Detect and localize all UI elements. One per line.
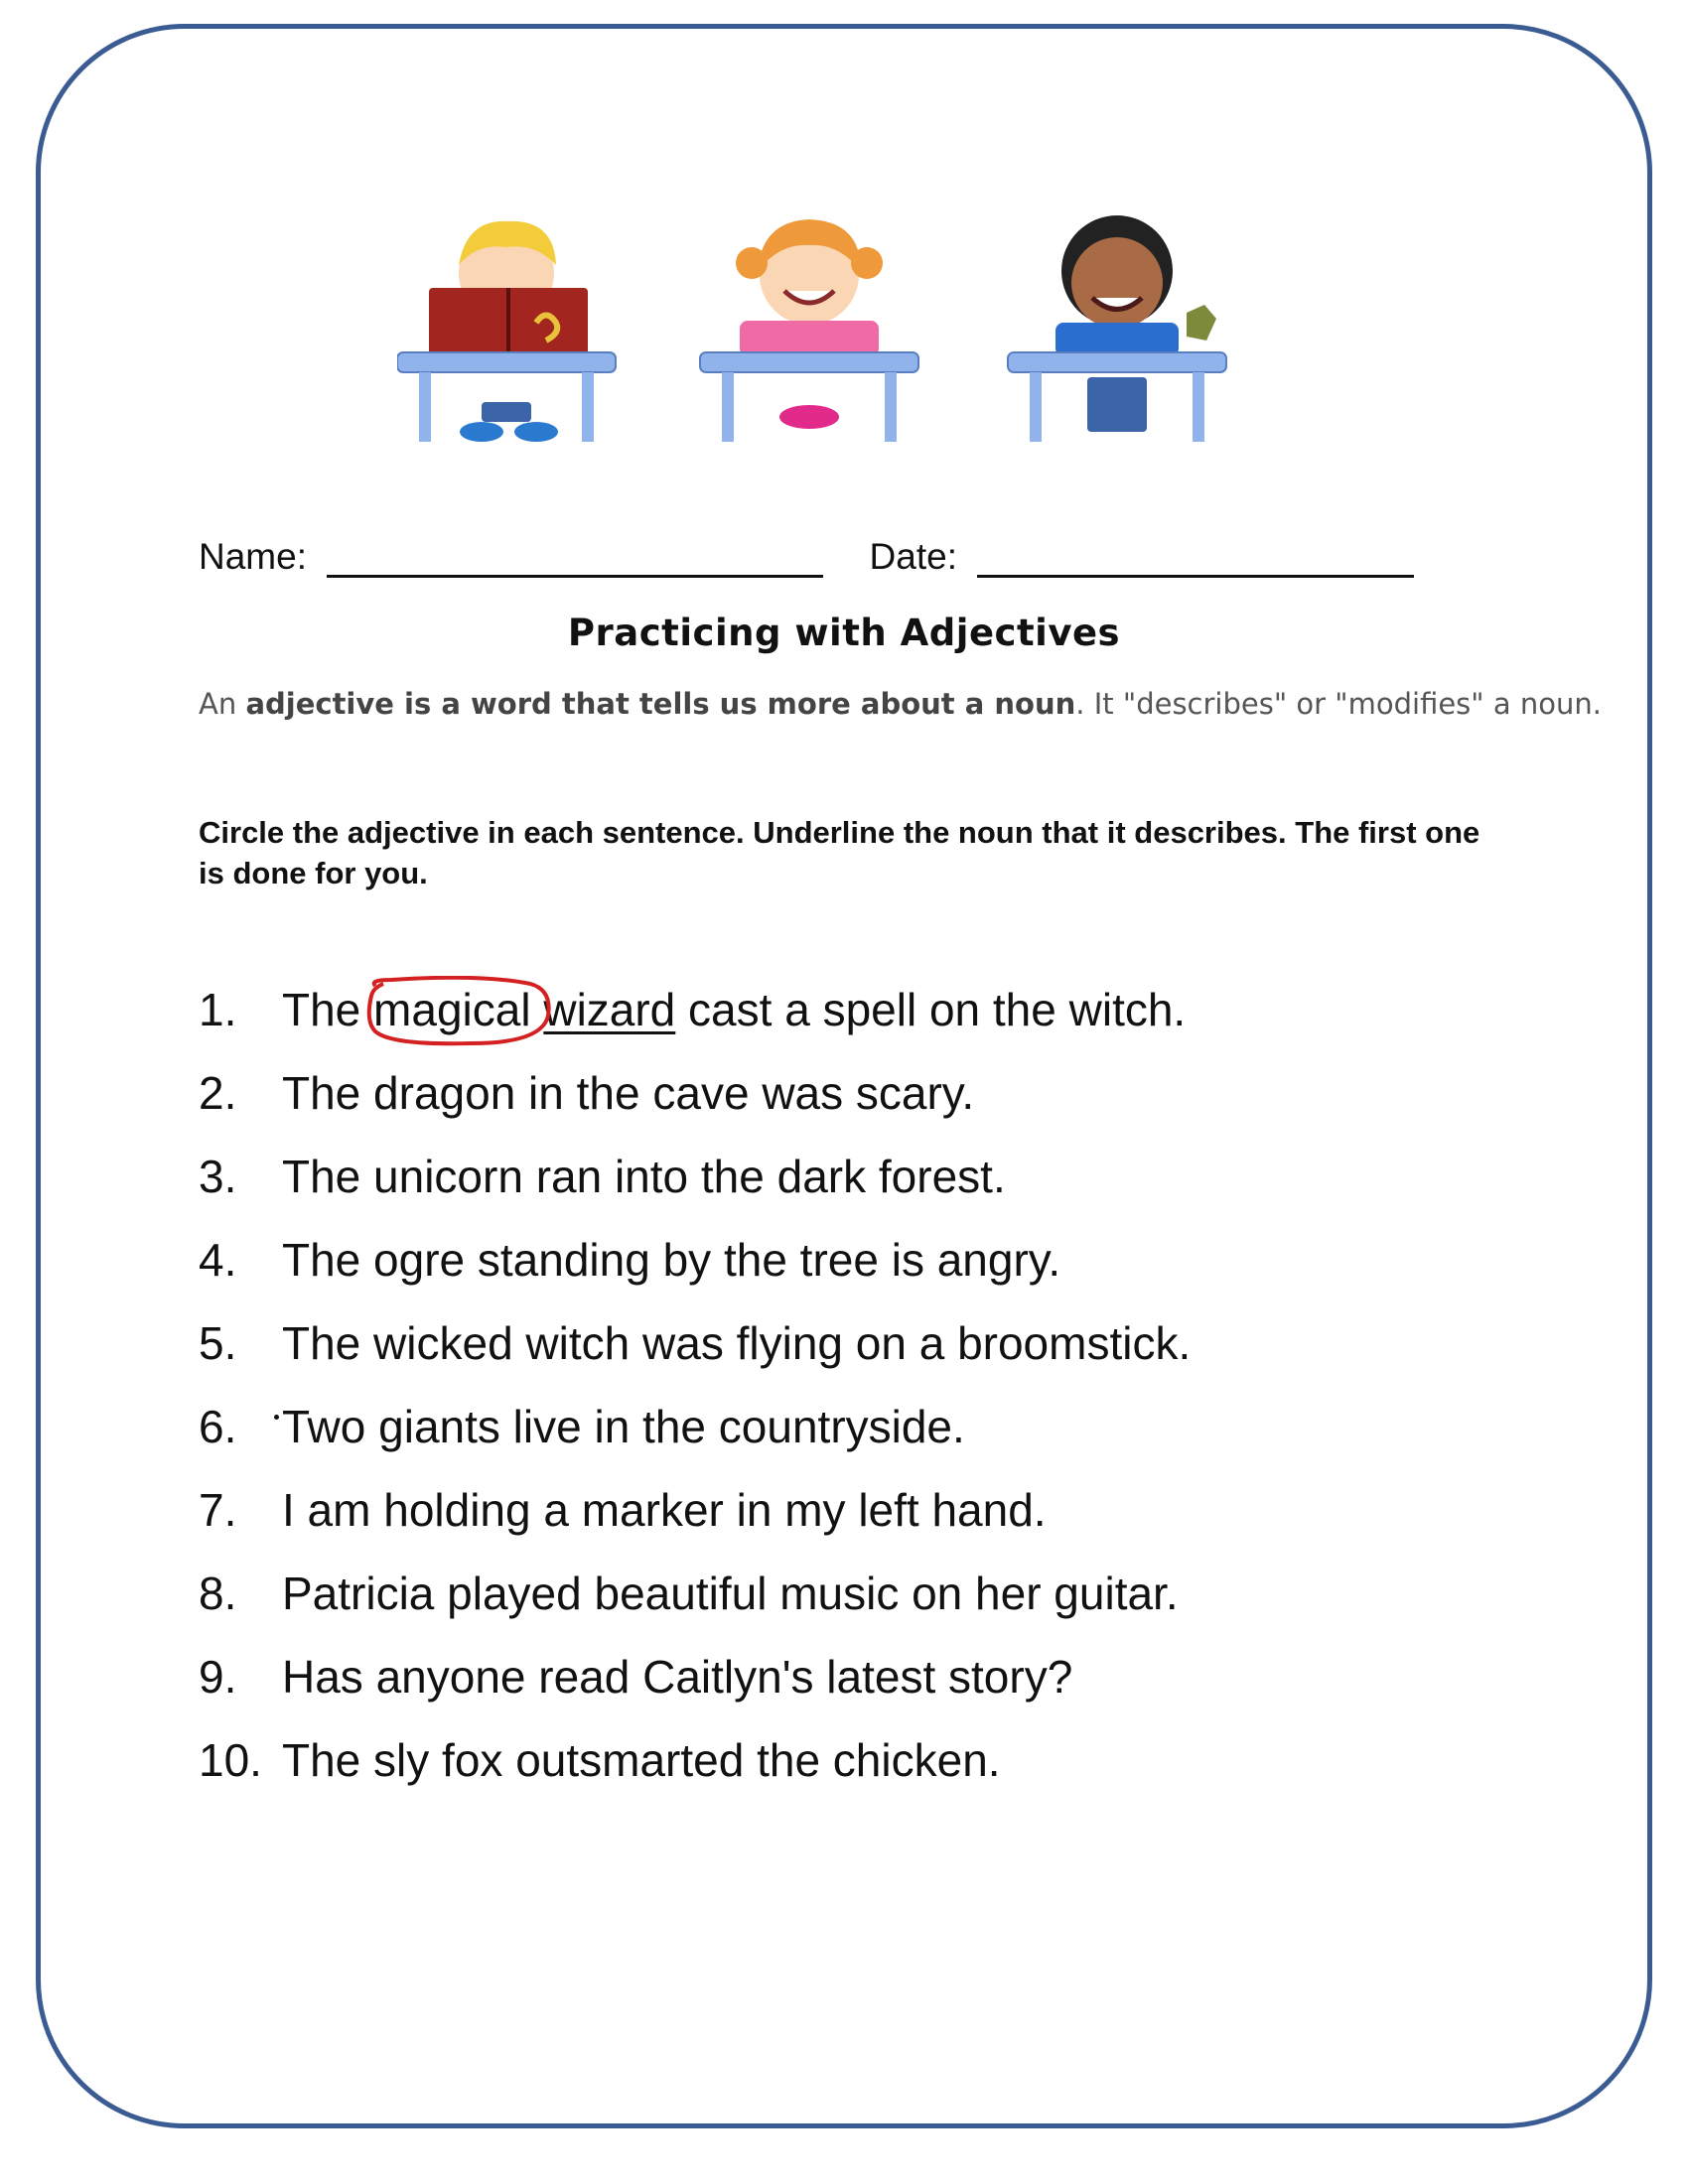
instructions: Circle the adjective in each sentence. Underline the noun that it describes. The first one is done for you. — [199, 815, 1480, 890]
underlined-noun: wizard — [543, 984, 676, 1035]
date-blank[interactable] — [977, 541, 1414, 578]
list-item: 3. The unicorn ran into the dark forest. — [199, 1151, 1006, 1202]
date-label: Date: — [869, 536, 957, 577]
list-item: 4. The ogre standing by the tree is angry. — [199, 1234, 1061, 1286]
list-item: 7. I am holding a marker in my left hand. — [199, 1484, 1047, 1536]
adjective-definition: An adjective is a word that tells us more about a noun. It "describes" or "modifies" a noun. — [199, 687, 1602, 721]
list-item: 6. Two giants live in the countryside. — [199, 1401, 965, 1452]
list-item: 10. The sly fox outsmarted the chicken. — [199, 1734, 1001, 1786]
name-date-row — [199, 536, 1414, 578]
circled-adjective: magical — [373, 968, 531, 1051]
reading-kid-icon — [397, 221, 616, 442]
curly-hair-kid-icon — [1008, 215, 1226, 442]
list-item: 8. Patricia played beautiful music on her guitar. — [199, 1568, 1179, 1619]
stray-dot — [274, 1415, 279, 1420]
kids-at-desks-illustration — [397, 204, 1321, 447]
writing-girl-icon — [700, 219, 918, 442]
sentence-list — [199, 968, 1191, 1802]
worksheet-title: Practicing with Adjectives — [567, 612, 1121, 654]
name-label: Name: — [199, 536, 307, 577]
list-item: 9. Has anyone read Caitlyn's latest story? — [199, 1651, 1073, 1703]
list-item: 2. The dragon in the cave was scary. — [199, 1067, 975, 1119]
list-item: 5. The wicked witch was flying on a broomstick. — [199, 1317, 1192, 1369]
list-item: 1. The magical wizard cast a spell on the witch. — [199, 968, 1191, 1051]
name-blank[interactable] — [327, 541, 823, 578]
